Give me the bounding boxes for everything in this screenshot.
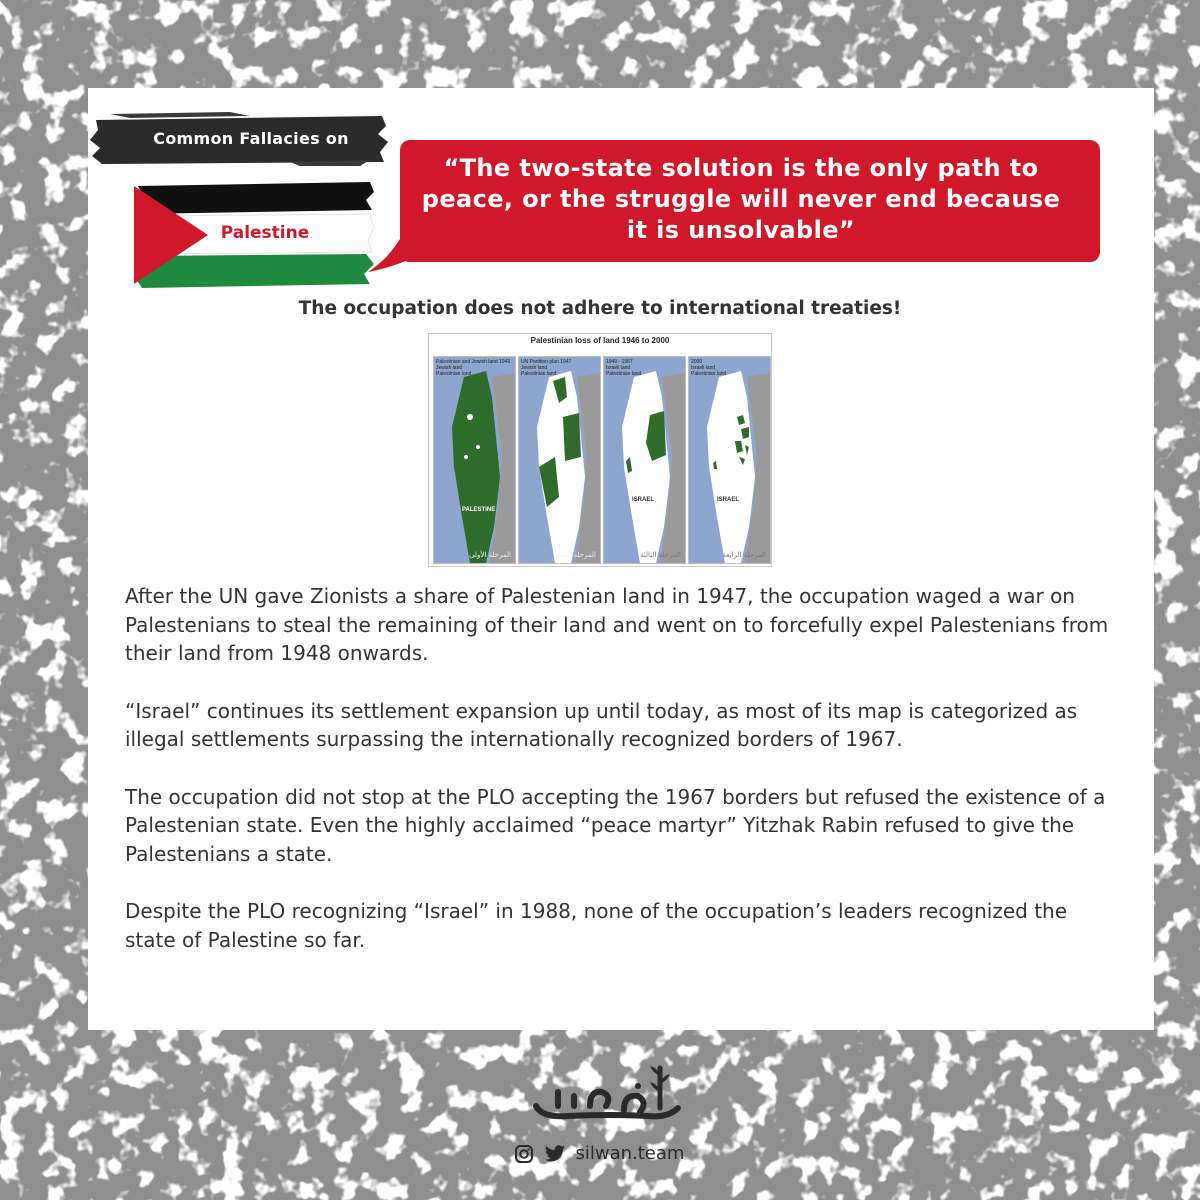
social-handle-text[interactable]: silwan.team xyxy=(575,1143,685,1164)
map-panel-1949-1967 xyxy=(603,356,686,564)
map-1967-stage: المرحلة الثالثة xyxy=(640,551,681,559)
map-1967-legend-1: Israeli land xyxy=(606,365,631,371)
paragraph-4: Despite the PLO recognizing “Israel” in 1988, none of the occupation’s leaders recognized the state of Palestine so far. xyxy=(125,899,1068,952)
map-panel-2000 xyxy=(688,356,771,564)
map-panel-1947 xyxy=(518,356,601,564)
map-1946-legend-2: Palestinian land xyxy=(436,371,472,377)
maps-title: Palestinian loss of land 1946 to 2000 xyxy=(530,336,670,345)
map-2000-name: ISRAEL xyxy=(717,497,740,503)
subheading: The occupation does not adhere to international treaties! xyxy=(298,298,902,319)
map-1946-legend-1: Jewish land xyxy=(436,365,463,371)
map-1946-illustration xyxy=(434,357,515,563)
map-1967-heading: 1949 - 1967 xyxy=(606,359,633,365)
paragraph-3: The occupation did not stop at the PLO accepting the 1967 borders but refused the existence of a Palestenian state. Even the highly acclaimed “peace martyr” Yitzhak Rabin refused to give the Palestenians a state. xyxy=(125,784,1106,866)
land-loss-maps-figure xyxy=(428,333,772,567)
body-text xyxy=(125,582,1110,983)
map-1947-illustration xyxy=(519,357,600,563)
paragraph-2: “Israel” continues its settlement expansion up until today, as most of its map is categorized as illegal settlements surpassing the internationally recognized borders of 1967. xyxy=(125,698,1078,751)
map-1947-legend-2: Palestinian land xyxy=(521,371,557,377)
map-1947-legend-1: Jewish land xyxy=(521,365,548,371)
quote-text: “The two-state solution is the only path to peace, or the struggle will never end because it is unsolvable” xyxy=(421,154,1061,244)
map-1947-stage: المرحلة الثانية xyxy=(555,551,596,559)
header-title: Common Fallacies on xyxy=(153,129,349,148)
map-2000-stage: المرحلة الرابعة xyxy=(722,551,766,559)
paragraph-1: After the UN gave Zionists a share of Palestenian land in 1947, the occupation waged a war on Palestenians to steal the remaining of their land and went on to forcefully expel Palestenians from their land from 1948 onwards. xyxy=(125,584,1109,665)
quote-bubble-tail xyxy=(368,232,416,272)
map-1946-heading: Palestinian and Jewish land 1946 xyxy=(436,359,511,365)
twitter-icon[interactable] xyxy=(544,1144,566,1164)
map-panel-1946 xyxy=(433,356,516,564)
map-2000-illustration xyxy=(689,357,770,563)
map-1946-name: PALESTINE xyxy=(462,507,496,513)
map-2000-legend-1: Israeli land xyxy=(691,365,716,371)
map-2000-legend-2: Palestinian land xyxy=(691,371,727,377)
map-1947-heading: UN Partition plan 1947 xyxy=(521,359,572,365)
map-1946-stage: المرحلة الأولى xyxy=(469,551,511,559)
silwan-logo xyxy=(528,1062,688,1128)
map-2000-heading: 2000 xyxy=(691,359,703,365)
map-1967-legend-2: Palestinian land xyxy=(606,371,642,377)
instagram-icon[interactable] xyxy=(514,1144,534,1164)
map-1967-name: ISRAEL xyxy=(632,497,655,503)
flag-label: Palestine xyxy=(220,223,310,243)
social-handle xyxy=(514,1142,684,1166)
map-1967-illustration xyxy=(604,357,685,563)
